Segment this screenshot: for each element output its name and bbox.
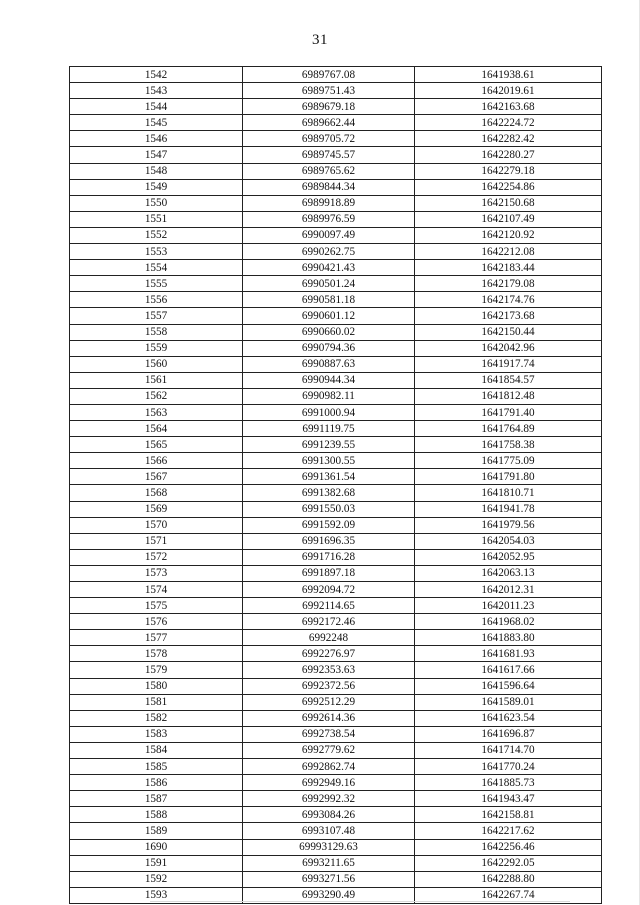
point-number-cell: 1561: [70, 372, 243, 388]
y-coordinate-cell: 1641854.57: [415, 372, 602, 388]
y-coordinate-cell: 1641681.93: [415, 646, 602, 662]
table-row: [70, 67, 602, 83]
x-coordinate-cell: 6992372.56: [243, 678, 415, 694]
table-row: [70, 726, 602, 742]
point-number-cell: 1584: [70, 742, 243, 758]
point-number-cell: 1581: [70, 694, 243, 710]
y-coordinate-cell: 1642179.08: [415, 276, 602, 292]
x-coordinate-cell: 6990660.02: [243, 324, 415, 340]
y-coordinate-cell: 1641775.09: [415, 453, 602, 469]
y-coordinate-cell: 1642163.68: [415, 99, 602, 115]
table-row: [70, 147, 602, 163]
y-coordinate-cell: 1642042.96: [415, 340, 602, 356]
x-coordinate-cell: 6989679.18: [243, 99, 415, 115]
table-row: [70, 839, 602, 855]
point-number-cell: 1546: [70, 131, 243, 147]
y-coordinate-cell: 1641810.71: [415, 485, 602, 501]
point-number-cell: 1545: [70, 115, 243, 131]
y-coordinate-cell: 1641941.78: [415, 501, 602, 517]
point-number-cell: 1553: [70, 244, 243, 260]
x-coordinate-cell: 69993129.63: [243, 839, 415, 855]
y-coordinate-cell: 1642120.92: [415, 227, 602, 243]
y-coordinate-cell: 1642174.76: [415, 292, 602, 308]
point-number-cell: 1579: [70, 662, 243, 678]
table-row: [70, 533, 602, 549]
table-row: [70, 372, 602, 388]
table-row: [70, 115, 602, 131]
point-number-cell: 1589: [70, 823, 243, 839]
x-coordinate-cell: 6992276.97: [243, 646, 415, 662]
point-number-cell: 1562: [70, 388, 243, 404]
table-row: [70, 630, 602, 646]
x-coordinate-cell: 6990421.43: [243, 260, 415, 276]
point-number-cell: 1573: [70, 565, 243, 581]
y-coordinate-cell: 1641714.70: [415, 742, 602, 758]
point-number-cell: 1556: [70, 292, 243, 308]
coordinates-table-body: [70, 67, 602, 904]
x-coordinate-cell: 6990794.36: [243, 340, 415, 356]
point-number-cell: 1542: [70, 67, 243, 83]
point-number-cell: 1592: [70, 871, 243, 887]
table-row: [70, 340, 602, 356]
y-coordinate-cell: 1642267.74: [415, 887, 602, 903]
y-coordinate-cell: 1642224.72: [415, 115, 602, 131]
y-coordinate-cell: 1642150.44: [415, 324, 602, 340]
y-coordinate-cell: 1641617.66: [415, 662, 602, 678]
x-coordinate-cell: 6990982.11: [243, 388, 415, 404]
y-coordinate-cell: 1642107.49: [415, 211, 602, 227]
x-coordinate-cell: 6990581.18: [243, 292, 415, 308]
y-coordinate-cell: 1642011.23: [415, 598, 602, 614]
point-number-cell: 1566: [70, 453, 243, 469]
x-coordinate-cell: 6992614.36: [243, 710, 415, 726]
y-coordinate-cell: 1642063.13: [415, 565, 602, 581]
page-number: 31: [312, 32, 328, 48]
x-coordinate-cell: 6991592.09: [243, 517, 415, 533]
x-coordinate-cell: 6991716.28: [243, 549, 415, 565]
point-number-cell: 1570: [70, 517, 243, 533]
point-number-cell: 1569: [70, 501, 243, 517]
x-coordinate-cell: 6991361.54: [243, 469, 415, 485]
x-coordinate-cell: 6992353.63: [243, 662, 415, 678]
x-coordinate-cell: 6989765.62: [243, 163, 415, 179]
x-coordinate-cell: 6990262.75: [243, 244, 415, 260]
point-number-cell: 1586: [70, 775, 243, 791]
y-coordinate-cell: 1642282.42: [415, 131, 602, 147]
table-row: [70, 614, 602, 630]
point-number-cell: 1558: [70, 324, 243, 340]
y-coordinate-cell: 1641938.61: [415, 67, 602, 83]
table-row: [70, 485, 602, 501]
table-row: [70, 244, 602, 260]
table-row: [70, 260, 602, 276]
point-number-cell: 1578: [70, 646, 243, 662]
x-coordinate-cell: 6992862.74: [243, 759, 415, 775]
x-coordinate-cell: 6993084.26: [243, 807, 415, 823]
y-coordinate-cell: 1641885.73: [415, 775, 602, 791]
x-coordinate-cell: 6990501.24: [243, 276, 415, 292]
x-coordinate-cell: 6989976.59: [243, 211, 415, 227]
table-row: [70, 517, 602, 533]
x-coordinate-cell: 6991696.35: [243, 533, 415, 549]
y-coordinate-cell: 1642288.80: [415, 871, 602, 887]
table-row: [70, 421, 602, 437]
y-coordinate-cell: 1642279.18: [415, 163, 602, 179]
x-coordinate-cell: 6990944.34: [243, 372, 415, 388]
point-number-cell: 1563: [70, 404, 243, 420]
y-coordinate-cell: 1641623.54: [415, 710, 602, 726]
x-coordinate-cell: 6990097.49: [243, 227, 415, 243]
table-row: [70, 678, 602, 694]
point-number-cell: 1552: [70, 227, 243, 243]
point-number-cell: 1544: [70, 99, 243, 115]
x-coordinate-cell: 6989751.43: [243, 83, 415, 99]
y-coordinate-cell: 1642173.68: [415, 308, 602, 324]
point-number-cell: 1557: [70, 308, 243, 324]
table-row: [70, 662, 602, 678]
table-row: [70, 791, 602, 807]
y-coordinate-cell: 1642052.95: [415, 549, 602, 565]
x-coordinate-cell: 6991119.75: [243, 421, 415, 437]
table-row: [70, 710, 602, 726]
y-coordinate-cell: 1642280.27: [415, 147, 602, 163]
point-number-cell: 1549: [70, 179, 243, 195]
point-number-cell: 1554: [70, 260, 243, 276]
table-row: [70, 469, 602, 485]
table-row: [70, 453, 602, 469]
y-coordinate-cell: 1642212.08: [415, 244, 602, 260]
y-coordinate-cell: 1641917.74: [415, 356, 602, 372]
x-coordinate-cell: 6992738.54: [243, 726, 415, 742]
table-row: [70, 211, 602, 227]
point-number-cell: 1547: [70, 147, 243, 163]
point-number-cell: 1574: [70, 582, 243, 598]
point-number-cell: 1572: [70, 549, 243, 565]
y-coordinate-cell: 1641764.89: [415, 421, 602, 437]
scan-bottom-line: [150, 901, 570, 902]
x-coordinate-cell: 6993290.49: [243, 887, 415, 903]
y-coordinate-cell: 1641696.87: [415, 726, 602, 742]
x-coordinate-cell: 6991300.55: [243, 453, 415, 469]
point-number-cell: 1568: [70, 485, 243, 501]
x-coordinate-cell: 6990887.63: [243, 356, 415, 372]
point-number-cell: 1585: [70, 759, 243, 775]
y-coordinate-cell: 1641812.48: [415, 388, 602, 404]
y-coordinate-cell: 1641589.01: [415, 694, 602, 710]
y-coordinate-cell: 1642217.62: [415, 823, 602, 839]
y-coordinate-cell: 1642183.44: [415, 260, 602, 276]
x-coordinate-cell: 6993211.65: [243, 855, 415, 871]
table-row: [70, 807, 602, 823]
x-coordinate-cell: 6992094.72: [243, 582, 415, 598]
x-coordinate-cell: 6991550.03: [243, 501, 415, 517]
table-row: [70, 324, 602, 340]
x-coordinate-cell: 6993271.56: [243, 871, 415, 887]
y-coordinate-cell: 1641596.64: [415, 678, 602, 694]
point-number-cell: 1559: [70, 340, 243, 356]
x-coordinate-cell: 6991897.18: [243, 565, 415, 581]
table-row: [70, 227, 602, 243]
table-row: [70, 292, 602, 308]
table-row: [70, 694, 602, 710]
table-row: [70, 742, 602, 758]
y-coordinate-cell: 1642292.05: [415, 855, 602, 871]
x-coordinate-cell: 6990601.12: [243, 308, 415, 324]
y-coordinate-cell: 1642019.61: [415, 83, 602, 99]
point-number-cell: 1580: [70, 678, 243, 694]
x-coordinate-cell: 6992114.65: [243, 598, 415, 614]
x-coordinate-cell: 6989918.89: [243, 195, 415, 211]
table-row: [70, 823, 602, 839]
point-number-cell: 1565: [70, 437, 243, 453]
point-number-cell: 1555: [70, 276, 243, 292]
point-number-cell: 1593: [70, 887, 243, 903]
table-row: [70, 775, 602, 791]
point-number-cell: 1576: [70, 614, 243, 630]
coordinates-table-container: [69, 66, 601, 904]
table-row: [70, 131, 602, 147]
table-row: [70, 582, 602, 598]
y-coordinate-cell: 1641943.47: [415, 791, 602, 807]
table-row: [70, 871, 602, 887]
y-coordinate-cell: 1641791.80: [415, 469, 602, 485]
table-row: [70, 549, 602, 565]
y-coordinate-cell: 1641883.80: [415, 630, 602, 646]
table-row: [70, 99, 602, 115]
x-coordinate-cell: 6989745.57: [243, 147, 415, 163]
point-number-cell: 1564: [70, 421, 243, 437]
x-coordinate-cell: 6992949.16: [243, 775, 415, 791]
x-coordinate-cell: 6992779.62: [243, 742, 415, 758]
point-number-cell: 1543: [70, 83, 243, 99]
point-number-cell: 1567: [70, 469, 243, 485]
table-row: [70, 646, 602, 662]
y-coordinate-cell: 1642054.03: [415, 533, 602, 549]
x-coordinate-cell: 6992512.29: [243, 694, 415, 710]
point-number-cell: 1560: [70, 356, 243, 372]
table-row: [70, 501, 602, 517]
x-coordinate-cell: 6992172.46: [243, 614, 415, 630]
point-number-cell: 1583: [70, 726, 243, 742]
table-row: [70, 276, 602, 292]
point-number-cell: 1571: [70, 533, 243, 549]
x-coordinate-cell: 6992248: [243, 630, 415, 646]
table-row: [70, 759, 602, 775]
table-row: [70, 565, 602, 581]
point-number-cell: 1550: [70, 195, 243, 211]
point-number-cell: 1551: [70, 211, 243, 227]
y-coordinate-cell: 1642012.31: [415, 582, 602, 598]
x-coordinate-cell: 6989844.34: [243, 179, 415, 195]
table-row: [70, 388, 602, 404]
point-number-cell: 1575: [70, 598, 243, 614]
coordinates-table: [69, 66, 602, 904]
x-coordinate-cell: 6989705.72: [243, 131, 415, 147]
x-coordinate-cell: 6991239.55: [243, 437, 415, 453]
table-row: [70, 855, 602, 871]
table-row: [70, 308, 602, 324]
table-row: [70, 179, 602, 195]
table-row: [70, 83, 602, 99]
y-coordinate-cell: 1641758.38: [415, 437, 602, 453]
y-coordinate-cell: 1641979.56: [415, 517, 602, 533]
y-coordinate-cell: 1642150.68: [415, 195, 602, 211]
table-row: [70, 195, 602, 211]
table-row: [70, 404, 602, 420]
x-coordinate-cell: 6991382.68: [243, 485, 415, 501]
point-number-cell: 1577: [70, 630, 243, 646]
x-coordinate-cell: 6993107.48: [243, 823, 415, 839]
y-coordinate-cell: 1641791.40: [415, 404, 602, 420]
table-row: [70, 437, 602, 453]
y-coordinate-cell: 1641968.02: [415, 614, 602, 630]
point-number-cell: 1591: [70, 855, 243, 871]
y-coordinate-cell: 1642256.46: [415, 839, 602, 855]
table-row: [70, 598, 602, 614]
y-coordinate-cell: 1642254.86: [415, 179, 602, 195]
point-number-cell: 1588: [70, 807, 243, 823]
x-coordinate-cell: 6992992.32: [243, 791, 415, 807]
point-number-cell: 1582: [70, 710, 243, 726]
x-coordinate-cell: 6989662.44: [243, 115, 415, 131]
x-coordinate-cell: 6989767.08: [243, 67, 415, 83]
point-number-cell: 1587: [70, 791, 243, 807]
table-row: [70, 356, 602, 372]
x-coordinate-cell: 6991000.94: [243, 404, 415, 420]
table-row: [70, 163, 602, 179]
y-coordinate-cell: 1642158.81: [415, 807, 602, 823]
y-coordinate-cell: 1641770.24: [415, 759, 602, 775]
point-number-cell: 1690: [70, 839, 243, 855]
point-number-cell: 1548: [70, 163, 243, 179]
